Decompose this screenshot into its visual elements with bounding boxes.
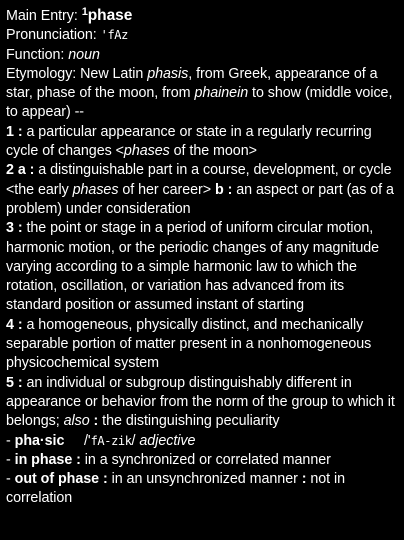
also-label: also bbox=[63, 413, 90, 430]
pronunciation-line bbox=[6, 26, 400, 45]
sense-3 bbox=[6, 219, 400, 315]
pronunciation: 'fAz bbox=[100, 28, 128, 43]
run-on-out-of-phase bbox=[6, 470, 400, 509]
function-line bbox=[6, 46, 400, 65]
run-on-in-phase bbox=[6, 451, 400, 470]
run-on-text: not in correlation bbox=[6, 471, 346, 507]
etymology-text: , from Greek, appearance of a star, phase of the moon, from bbox=[6, 65, 378, 102]
run-on-phasic bbox=[6, 432, 400, 451]
sense-4 bbox=[6, 316, 400, 374]
etymology bbox=[6, 65, 400, 123]
run-on-dash: - bbox=[6, 432, 15, 449]
sense-text: the distinguishing peculiarity bbox=[98, 413, 280, 430]
part-of-speech: noun bbox=[68, 46, 100, 63]
run-on-colon: : bbox=[301, 471, 307, 488]
sense-text: of her career> bbox=[118, 181, 215, 198]
pron-close: / bbox=[131, 432, 140, 449]
etymology-greek-word: phainein bbox=[194, 85, 249, 102]
pronunciation-label: Pronunciation: bbox=[6, 27, 101, 44]
homograph-number: 1 bbox=[81, 6, 88, 18]
sense-number: 5 : bbox=[6, 374, 23, 391]
function-label: Function: bbox=[6, 46, 69, 63]
sense-text: a homogeneous, physically distinct, and mechanically separable portion of matter present in a nonhomogeneous physicochemical system bbox=[6, 316, 372, 372]
sense-5 bbox=[6, 374, 400, 432]
sense-number: 1 : bbox=[6, 123, 23, 140]
etymology-text: New Latin bbox=[80, 65, 148, 82]
sense-2 bbox=[6, 161, 400, 219]
spacer bbox=[64, 433, 84, 449]
run-on-part-of-speech: adjective bbox=[139, 432, 196, 449]
sense-number: 4 : bbox=[6, 316, 23, 333]
sense-text: the point or stage in a period of uniform circular motion, harmonic motion, or the periodic changes of any magnitude varying according to a simple harmonic law to which the rotation, oscillation, or variation has advanced from its standard position or assumed instant of starting bbox=[6, 220, 380, 314]
main-entry-line bbox=[6, 3, 400, 26]
run-on-word: in phase : bbox=[14, 451, 81, 468]
etymology-label: Etymology: bbox=[6, 65, 81, 82]
sense-number: 3 : bbox=[6, 220, 23, 237]
pron-open: /' bbox=[83, 432, 91, 449]
run-on-text: in a synchronized or correlated manner bbox=[80, 451, 331, 468]
sense-1 bbox=[6, 123, 400, 162]
run-on-pronunciation: fA-zik bbox=[90, 433, 132, 448]
sense-number: 2 a : bbox=[6, 162, 35, 179]
sense-text: a particular appearance or state in a regularly recurring cycle of changes < bbox=[6, 123, 372, 160]
headword: phase bbox=[87, 7, 133, 24]
sense-text: of the moon> bbox=[169, 143, 257, 160]
sense-text: a distinguishable part in a course, development, or cycle <the early bbox=[6, 162, 392, 198]
etymology-latin-word: phasis bbox=[147, 65, 189, 82]
run-on-dash: - bbox=[6, 471, 15, 488]
run-on-word: pha·sic bbox=[14, 432, 65, 449]
run-on-word: out of phase : bbox=[14, 471, 108, 488]
sense-text: an individual or subgroup distinguishably different in appearance or behavior from the norm of the group to which it belongs; bbox=[6, 374, 395, 430]
example-word: phases bbox=[72, 181, 119, 198]
run-on-text: in an unsynchronized manner bbox=[107, 471, 302, 488]
etymology-text: to show (middle voice, to appear) -- bbox=[6, 85, 393, 121]
example-word: phases bbox=[123, 143, 170, 160]
sense-number: b : bbox=[214, 181, 233, 198]
also-colon: : bbox=[89, 413, 99, 430]
sense-text: an aspect or part (as of a problem) under consideration bbox=[6, 181, 394, 217]
main-entry-label: Main Entry: bbox=[6, 8, 82, 24]
run-on-dash: - bbox=[6, 451, 15, 468]
